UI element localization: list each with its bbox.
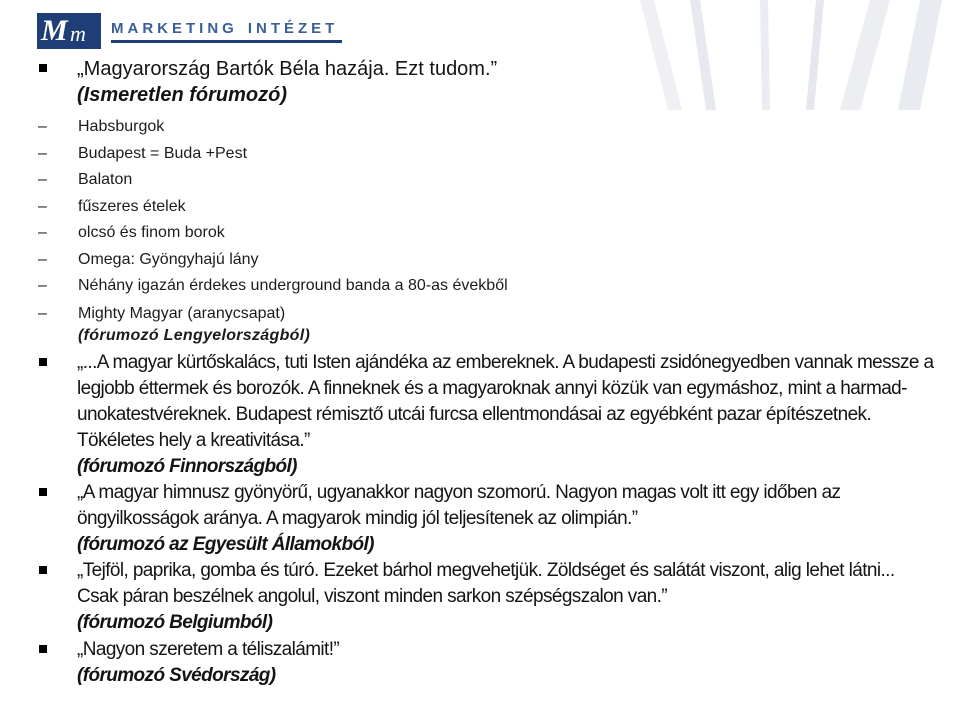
list-item: – fűszeres ételek <box>38 197 186 215</box>
sublist-credit: (fórumozó Lengyelországból) <box>78 326 311 344</box>
marketing-intezet-logo <box>37 13 342 49</box>
quote-text: „A magyar himnusz gyönyörű, ugyanakkor nagyon szomorú. Nagyon magas volt itt egy időben az öngyilkosságok aránya. A magyarok mindig jól teljesítenek az olimpián.” <box>77 481 841 529</box>
list-item: – Néhány igazán érdekes underground banda a 80-as évekből <box>38 277 508 294</box>
list-item: – Mighty Magyar (aranycsapat) <box>38 304 286 322</box>
slide-content <box>38 56 938 689</box>
sublist <box>38 114 938 325</box>
quote-text: „Nagyon szeretem a téliszalámit!” <box>77 638 340 660</box>
quote-credit: (fórumozó az Egyesült Államokból) <box>77 533 374 555</box>
logo-mark: M m <box>37 13 101 49</box>
quote-credit: (fórumozó Finnországból) <box>77 455 297 477</box>
square-bullet-icon <box>39 64 47 72</box>
quote-item <box>38 480 938 558</box>
list-item: – Balaton <box>38 171 133 188</box>
logo-text: MARKETING INTÉZET <box>111 20 342 43</box>
list-item: – Habsburgok <box>38 118 165 135</box>
square-bullet-icon <box>39 358 47 366</box>
quote-item <box>38 350 938 480</box>
quote-item <box>38 56 938 108</box>
list-item: – Omega: Gyöngyhajú lány <box>38 250 259 268</box>
list-item: – olcsó és finom borok <box>38 224 225 241</box>
quote-text: „...A magyar kürtőskalács, tuti Isten ajándéka az embereknek. A budapesti zsidónegyedben vannak messze a legjobb éttermek és borozók. A finneknek és a magyaroknak annyi közük van egymáshoz, mint a harmad-unokatestvéreknek. Budapest rémisztő utcái furcsa ellentmondásai az egyébként pazar építészetnek. Tökéletes hely a kreativitása.” <box>77 351 934 451</box>
square-bullet-icon <box>39 488 47 496</box>
quote-credit: (fórumozó Svédország) <box>77 664 276 686</box>
quote-text: „Tejföl, paprika, gomba és túró. Ezeket bárhol megvehetjük. Zöldséget és salátát viszont, alig lehet látni... Csak páran beszélnek angolul, viszont minden sarkon szépségszalon van.” <box>77 559 895 607</box>
quote-text: „Magyarország Bartók Béla hazája. Ezt tudom.” <box>77 58 498 80</box>
quote-item <box>38 558 938 636</box>
quote-credit: (fórumozó Belgiumból) <box>77 611 273 633</box>
square-bullet-icon <box>39 566 47 574</box>
quote-credit: (Ismeretlen fórumozó) <box>77 84 288 106</box>
list-item: – Budapest = Buda +Pest <box>38 144 248 162</box>
square-bullet-icon <box>39 645 47 653</box>
quote-item <box>38 637 938 689</box>
